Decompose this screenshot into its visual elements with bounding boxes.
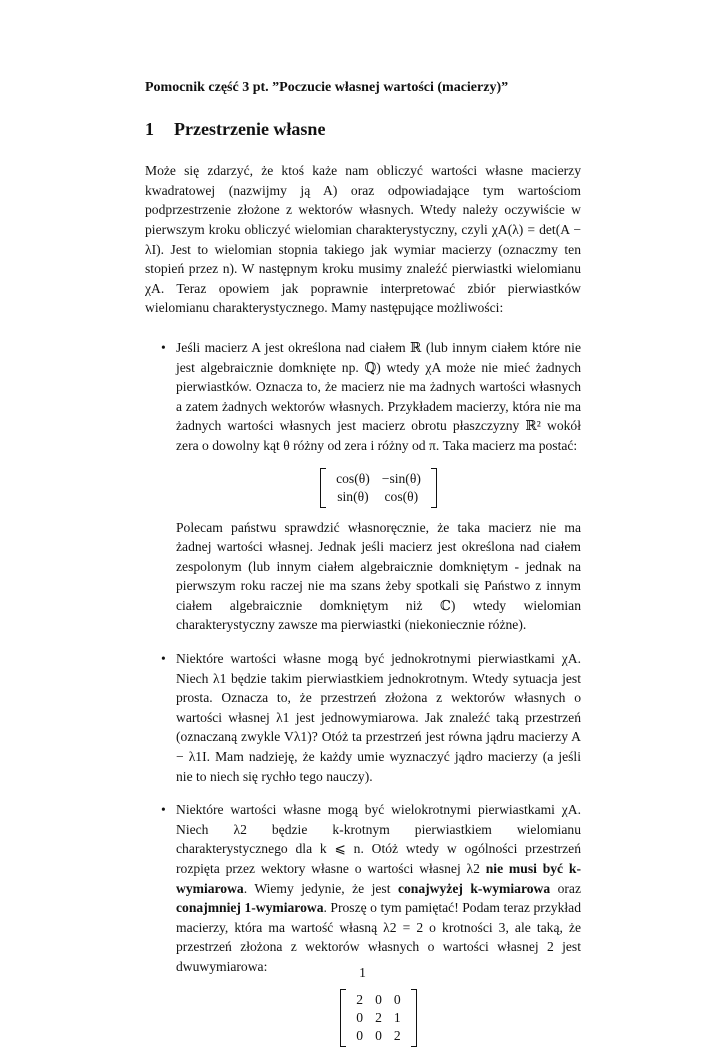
- list-item-text: Jeśli macierz A jest określona nad ciałem ℝ (lub innym ciałem które nie jest algebraicznie domknięte np. ℚ) wtedy χA może nie mieć żadnych pierwiastków. Oznacza to, że macierz nie ma żadnych wartości własnych a zatem żadnych wektorów własnych. Przykładem macierzy, która nie ma żadnych wartości własnych jest macierz obrotu płaszczyzny ℝ² wokół zera o dowolny kąt θ różny od zera i różny od π. Taka macierz ma postać:: [176, 339, 581, 453]
- bullet-icon: •: [161, 339, 166, 355]
- matrix-cell: 0: [356, 1027, 364, 1043]
- text-run: Niektóre wartości własne mogą być wielokrotnymi pierwiastkami χA. Niech λ2 będzie k-krotnym pierwiastkiem wielomianu charakterystycznego dla k ⩽ n. Otóż wtedy w ogólności przestrzeń rozpięta przez wektory własne o wartości własnej λ2: [176, 802, 581, 876]
- matrix-cell: −sin(θ): [381, 470, 421, 486]
- matrix-cell: 0: [375, 1027, 382, 1043]
- matrix-cell: cos(θ): [336, 470, 370, 486]
- matrix-cell: 0: [356, 1009, 364, 1025]
- rotation-matrix: [176, 468, 581, 508]
- matrix-cell: cos(θ): [384, 488, 419, 504]
- example-matrix: [176, 989, 581, 1047]
- bullet-icon: •: [161, 802, 166, 818]
- page-number: 1: [359, 965, 366, 980]
- section-title: Przestrzenie własne: [174, 118, 326, 139]
- bullet-icon: •: [161, 651, 166, 667]
- list-item: [145, 800, 581, 1046]
- text-run: oraz: [550, 880, 581, 896]
- matrix-cell: 2: [356, 991, 364, 1007]
- section-heading: [145, 120, 581, 140]
- matrix-cell: 0: [393, 991, 401, 1007]
- document-page: [145, 78, 581, 1061]
- list-item-text: Polecam państwu sprawdzić własnoręcznie, że taka macierz nie ma żadnej wartości własnej. Jednak jeśli macierz jest określona nad ciałem zespolonym (lub innym ciałem algebraicznie domkniętym - jednak na pierwszym roku raczej nie ma szans żeby spotkali się Państwo z innym ciałem algebraicznie domkniętym niż ℂ) wtedy wielomian charakterystyczny zawsze ma pierwiastki (niekoniecznie różne).: [176, 519, 581, 633]
- matrix-cell: 2: [393, 1027, 401, 1043]
- list-item-text: [176, 800, 581, 976]
- list-item: [145, 338, 581, 635]
- bullet-list: [145, 338, 581, 1047]
- section-number: 1: [145, 118, 154, 139]
- bold-phrase: conajmniej 1-wymiarowa: [176, 900, 324, 916]
- document-header: Pomocnik część 3 pt. ”Poczucie własnej wartości (macierzy)”: [145, 80, 509, 95]
- intro-paragraph: Może się zdarzyć, że ktoś każe nam obliczyć wartości własne macierzy kwadratowej (nazwijmy ją A) oraz odpowiadające tym wartościom podprzestrzenie złożone z wektorów własnych. Wtedy należy oczywiście w pierwszym kroku obliczyć wielomian charakterystyczny, czyli χA(λ) = det(A − λI). Jest to wielomian stopnia takiego jak wymiar macierzy (oznaczmy ten stopień przez n). W następnym kroku musimy znaleźć pierwiastki wielomianu χA. Teraz opowiem jak poprawnie interpretować zbiór pierwiastków wielomianu charakterystycznego. Mamy następujące możliwości:: [145, 163, 581, 316]
- matrix-cell: sin(θ): [337, 488, 369, 504]
- matrix-cell: 0: [375, 991, 382, 1007]
- matrix-cell: 1: [393, 1009, 401, 1025]
- list-item-text: Niektóre wartości własne mogą być jednokrotnymi pierwiastkami χA. Niech λ1 będzie takim pierwiastkiem jednokrotnym. Wtedy sytuacja jest prosta. Oznacza to, że przestrzeń złożona z wektorów własnych o wartości własnej λ1 jest jednowymiarowa. Jak znaleźć taką przestrzeń (oznaczaną zwykle Vλ1)? Otóż ta przestrzeń jest równa jądru macierzy A − λ1I. Mam nadzieję, że każdy umie wyznaczyć jądro macierzy (a jeśli nie to niech się rychło tego nauczy).: [176, 651, 581, 784]
- list-item: [145, 649, 581, 786]
- text-run: . Wiemy jedynie, że jest: [243, 880, 391, 896]
- matrix-cell: 2: [375, 1009, 382, 1025]
- bold-phrase: conajwyżej k-wymiarowa: [397, 880, 551, 896]
- text-run: . Proszę o tym pamiętać! Podam teraz przykład macierzy, która ma wartość własną λ2 = 2 o krotności 3, ale taką, że przestrzeń złożona z wektorów własnych o wartości własnej 2 jest dwuwymiarowa:: [176, 900, 582, 974]
- bold-phrase: nie musi być k-wymiarowa: [176, 861, 581, 896]
